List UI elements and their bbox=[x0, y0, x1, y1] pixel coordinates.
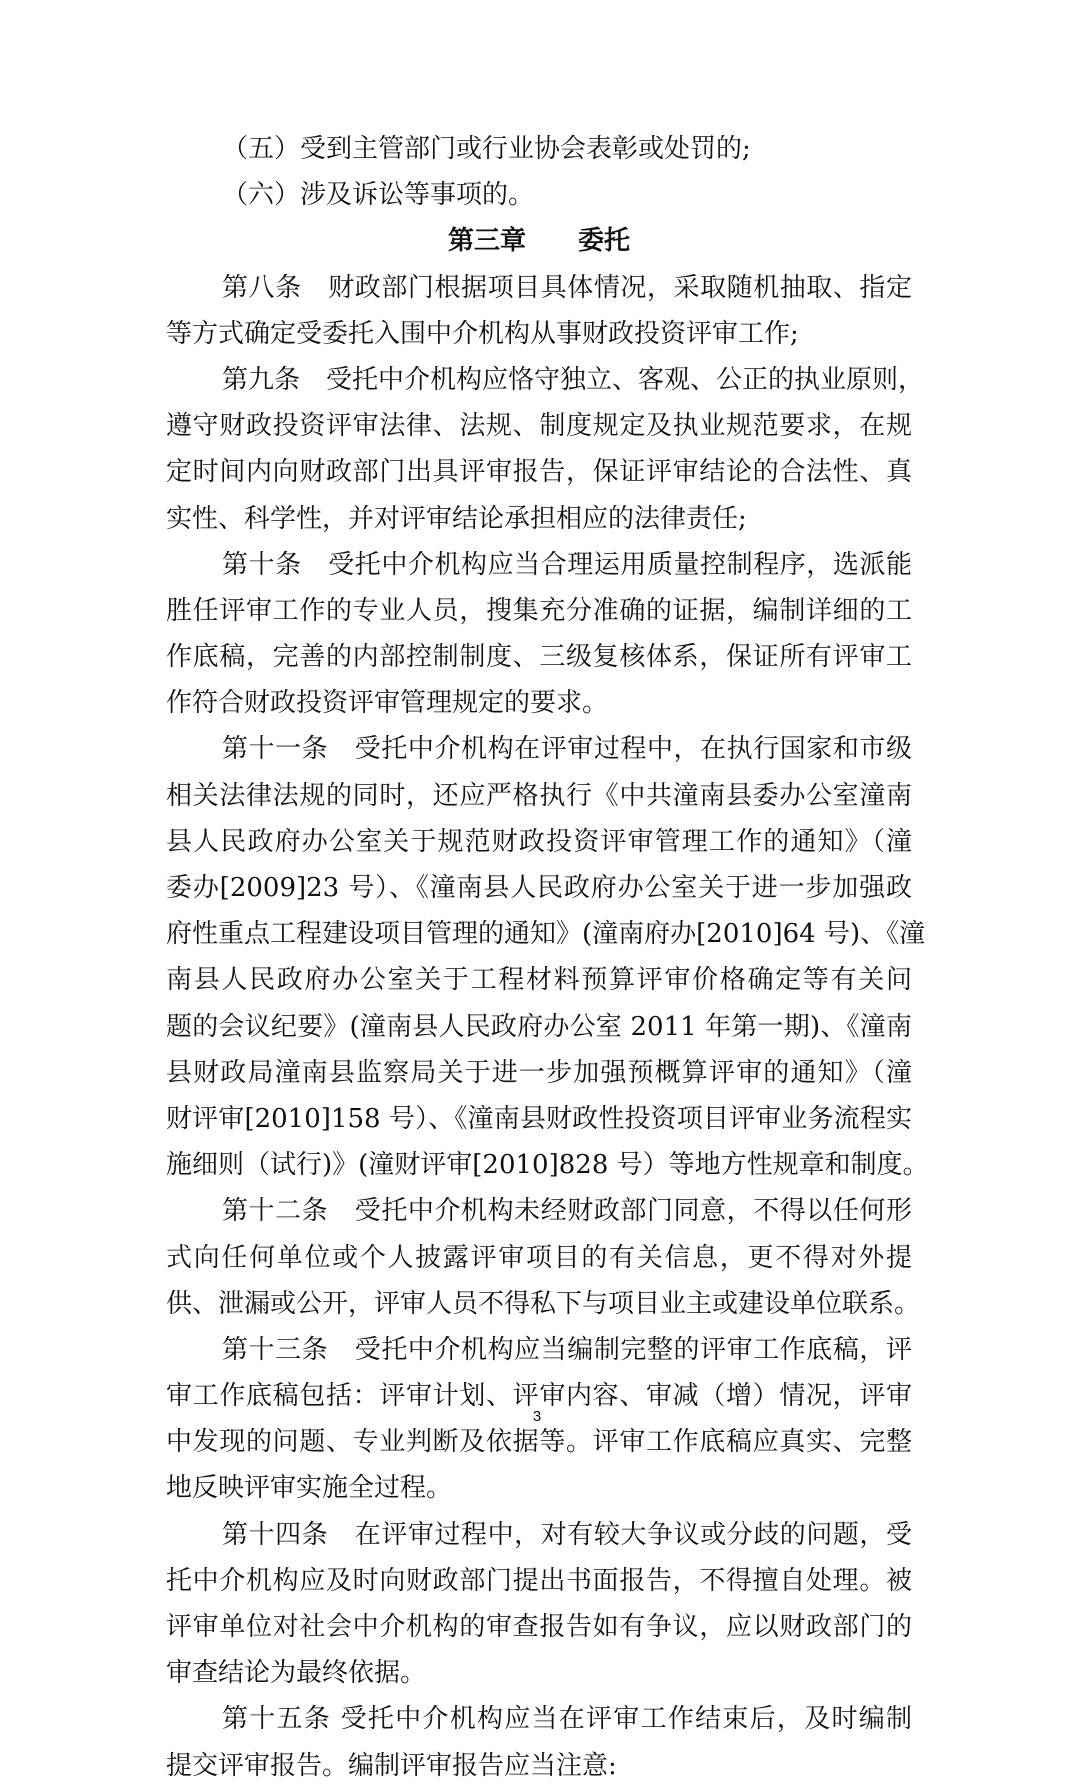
text-line: 提交评审报告。编制评审报告应当注意: bbox=[166, 1750, 617, 1781]
text-line: 题的会议纪要》(潼南县人民政府办公室 2011 年第一期)、《潼南 bbox=[166, 1011, 912, 1042]
text-line: 第八条 财政部门根据项目具体情况，采取随机抽取、指定 bbox=[222, 272, 912, 303]
text-line: 遵守财政投资评审法律、法规、制度规定及执业规范要求，在规 bbox=[166, 411, 912, 442]
text-line: 县财政局潼南县监察局关于进一步加强预概算评审的通知》（潼 bbox=[166, 1057, 912, 1088]
text-line: 南县人民政府办公室关于工程材料预算评审价格确定等有关问 bbox=[166, 965, 912, 996]
text-line: 第十二条 受托中介机构未经财政部门同意，不得以任何形 bbox=[222, 1196, 912, 1227]
text-line: 第十三条 受托中介机构应当编制完整的评审工作底稿，评 bbox=[222, 1334, 912, 1365]
text-line: 第十五条 受托中介机构应当在评审工作结束后，及时编制 bbox=[222, 1704, 912, 1735]
text-line: 审工作底稿包括：评审计划、评审内容、审减（增）情况，评审 bbox=[166, 1381, 912, 1412]
text-line: 审查结论为最终依据。 bbox=[166, 1658, 427, 1689]
text-line: 定时间内向财政部门出具评审报告，保证评审结论的合法性、真 bbox=[166, 457, 912, 488]
text-line: 财评审[2010]158 号）、《潼南县财政性投资项目评审业务流程实 bbox=[166, 1103, 912, 1134]
text-line: 式向任何单位或个人披露评审项目的有关信息，更不得对外提 bbox=[166, 1242, 912, 1273]
text-line: 施细则（试行)》(潼财评审[2010]828 号）等地方性规章和制度。 bbox=[166, 1150, 929, 1181]
text-line: （六）涉及诉讼等事项的。 bbox=[222, 180, 535, 211]
text-line: 作底稿，完善的内部控制制度、三级复核体系，保证所有评审工 bbox=[166, 642, 912, 673]
text-line: 托中介机构应及时向财政部门提出书面报告，不得擅自处理。被 bbox=[166, 1565, 912, 1596]
text-line: 实性、科学性，并对评审结论承担相应的法律责任; bbox=[166, 503, 747, 534]
document-body bbox=[166, 126, 929, 1789]
text-line: 评审单位对社会中介机构的审查报告如有争议，应以财政部门的 bbox=[166, 1612, 912, 1642]
text-line: 等方式确定受委托入围中介机构从事财政投资评审工作; bbox=[166, 318, 799, 349]
text-line: 县人民政府办公室关于规范财政投资评审管理工作的通知》（潼 bbox=[166, 826, 912, 857]
text-line: 胜任评审工作的专业人员，搜集充分准确的证据，编制详细的工 bbox=[166, 595, 912, 626]
text-line: 第九条 受托中介机构应恪守独立、客观、公正的执业原则， bbox=[222, 364, 925, 395]
text-line: 第十一条 受托中介机构在评审过程中，在执行国家和市级 bbox=[222, 734, 912, 765]
text-line: 供、泄漏或公开，评审人员不得私下与项目业主或建设单位联系。 bbox=[166, 1288, 921, 1319]
text-line: 地反映评审实施全过程。 bbox=[166, 1473, 453, 1504]
text-line: 中发现的问题、专业判断及依据等。评审工作底稿应真实、完整 bbox=[166, 1427, 912, 1458]
text-line: 府性重点工程建设项目管理的通知》(潼南府办[2010]64 号)、《潼 bbox=[166, 919, 926, 950]
text-line: 作符合财政投资评审管理规定的要求。 bbox=[166, 688, 609, 719]
text-line: 第十四条 在评审过程中，对有较大争议或分歧的问题，受 bbox=[222, 1519, 912, 1550]
page-number: 3 bbox=[532, 1408, 542, 1425]
text-line: （五）受到主管部门或行业协会表彰或处罚的; bbox=[222, 134, 751, 164]
text-line: 第十条 受托中介机构应当合理运用质量控制程序，选派能 bbox=[222, 549, 912, 580]
chapter-heading: 第三章 委托 bbox=[447, 226, 630, 257]
text-line: 委办[2009]23 号）、《潼南县人民政府办公室关于进一步加强政 bbox=[166, 873, 912, 903]
text-line: 相关法律法规的同时，还应严格执行《中共潼南县委办公室潼南 bbox=[166, 780, 912, 811]
